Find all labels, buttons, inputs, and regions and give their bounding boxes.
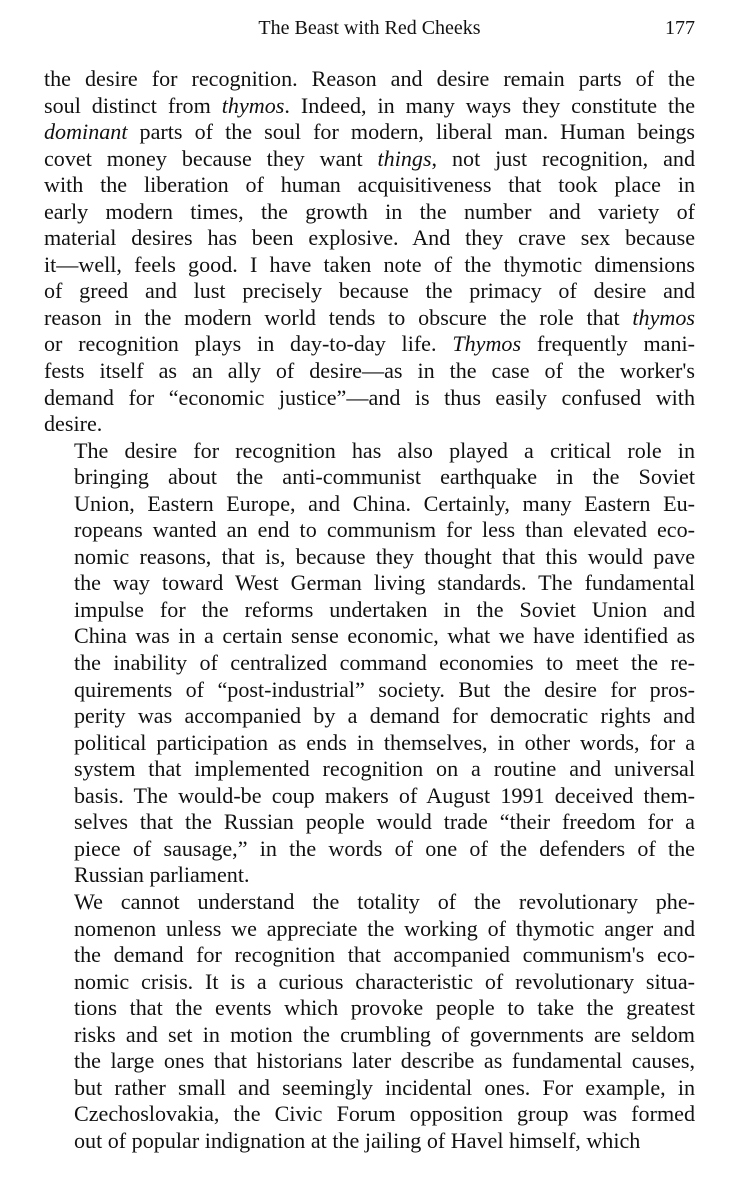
text-line: covet money because they want things, not just recognition, and: [44, 145, 695, 171]
text-line: The desire for recognition has also played a critical role in: [74, 437, 695, 463]
text-line: but rather small and seemingly incidental ones. For example, in: [74, 1074, 695, 1100]
text-line: Union, Eastern Europe, and China. Certainly, many Eastern Eu-: [74, 490, 695, 516]
running-title: The Beast with Red Cheeks: [258, 17, 481, 39]
text-line: selves that the Russian people would trade “their freedom for a: [74, 809, 695, 835]
text-line: political participation as ends in themselves, in other words, for a: [74, 729, 695, 755]
text-line: bringing about the anti-communist earthquake in the Soviet: [74, 464, 695, 490]
text-line: system that implemented recognition on a routine and universal: [74, 756, 695, 782]
text-line: impulse for the reforms undertaken in the Soviet Union and: [74, 596, 695, 622]
text-line: risks and set in motion the crumbling of governments are seldom: [74, 1021, 695, 1047]
page-number: 177: [665, 17, 695, 39]
text-line: with the liberation of human acquisitiveness that took place in: [44, 172, 695, 198]
text-line: the inability of centralized command economies to meet the re-: [74, 650, 695, 676]
text-line: tions that the events which provoke people to take the greatest: [74, 995, 695, 1021]
text-line: fests itself as an ally of desire—as in the case of the worker's: [44, 358, 695, 384]
text-line: dominant parts of the soul for modern, liberal man. Human beings: [44, 119, 695, 145]
text-line: China was in a certain sense economic, what we have identified as: [74, 623, 695, 649]
text-line: ropeans wanted an end to communism for less than elevated eco-: [74, 517, 695, 543]
text-line: nomenon unless we appreciate the working of thymotic anger and: [74, 915, 695, 941]
text-line: the demand for recognition that accompanied communism's eco-: [74, 942, 695, 968]
text-line: it—well, feels good. I have taken note of the thymotic dimensions: [44, 251, 695, 277]
text-line: Czechoslovakia, the Civic Forum opposition group was formed: [74, 1101, 695, 1127]
running-head: [44, 0, 695, 56]
text-line: the way toward West German living standards. The fundamental: [74, 570, 695, 596]
text-line: Russian parliament.: [74, 862, 250, 888]
text-line: perity was accompanied by a demand for democratic rights and: [74, 703, 695, 729]
book-page: [44, 0, 695, 1154]
paragraph-2: [44, 438, 695, 889]
text-line: or recognition plays in day-to-day life. Thymos frequently mani-: [44, 331, 695, 357]
text-line: quirements of “post-industrial” society. But the desire for pros-: [74, 676, 695, 702]
text-line: out of popular indignation at the jailing of Havel himself, which: [74, 1127, 641, 1153]
text-line: basis. The would-be coup makers of August 1991 deceived them-: [74, 782, 695, 808]
body-text: [44, 66, 695, 1154]
paragraph-1: [44, 66, 695, 438]
text-line: nomic reasons, that is, because they thought that this would pave: [74, 543, 695, 569]
text-line: desire.: [44, 411, 103, 437]
text-line: material desires has been explosive. And they crave sex because: [44, 225, 695, 251]
paragraph-3: [44, 889, 695, 1154]
text-line: nomic crisis. It is a curious characteristic of revolutionary situa-: [74, 968, 695, 994]
text-line: soul distinct from thymos. Indeed, in many ways they constitute the: [44, 92, 695, 118]
text-line: the desire for recognition. Reason and desire remain parts of the: [44, 66, 695, 91]
text-line: of greed and lust precisely because the primacy of desire and: [44, 278, 695, 304]
text-line: reason in the modern world tends to obscure the role that thymos: [44, 304, 695, 330]
text-line: demand for “economic justice”—and is thus easily confused with: [44, 384, 695, 410]
text-line: We cannot understand the totality of the revolutionary phe-: [74, 888, 695, 914]
text-line: early modern times, the growth in the number and variety of: [44, 198, 695, 224]
text-line: the large ones that historians later describe as fundamental causes,: [74, 1048, 695, 1074]
text-line: piece of sausage,” in the words of one of the defenders of the: [74, 835, 695, 861]
